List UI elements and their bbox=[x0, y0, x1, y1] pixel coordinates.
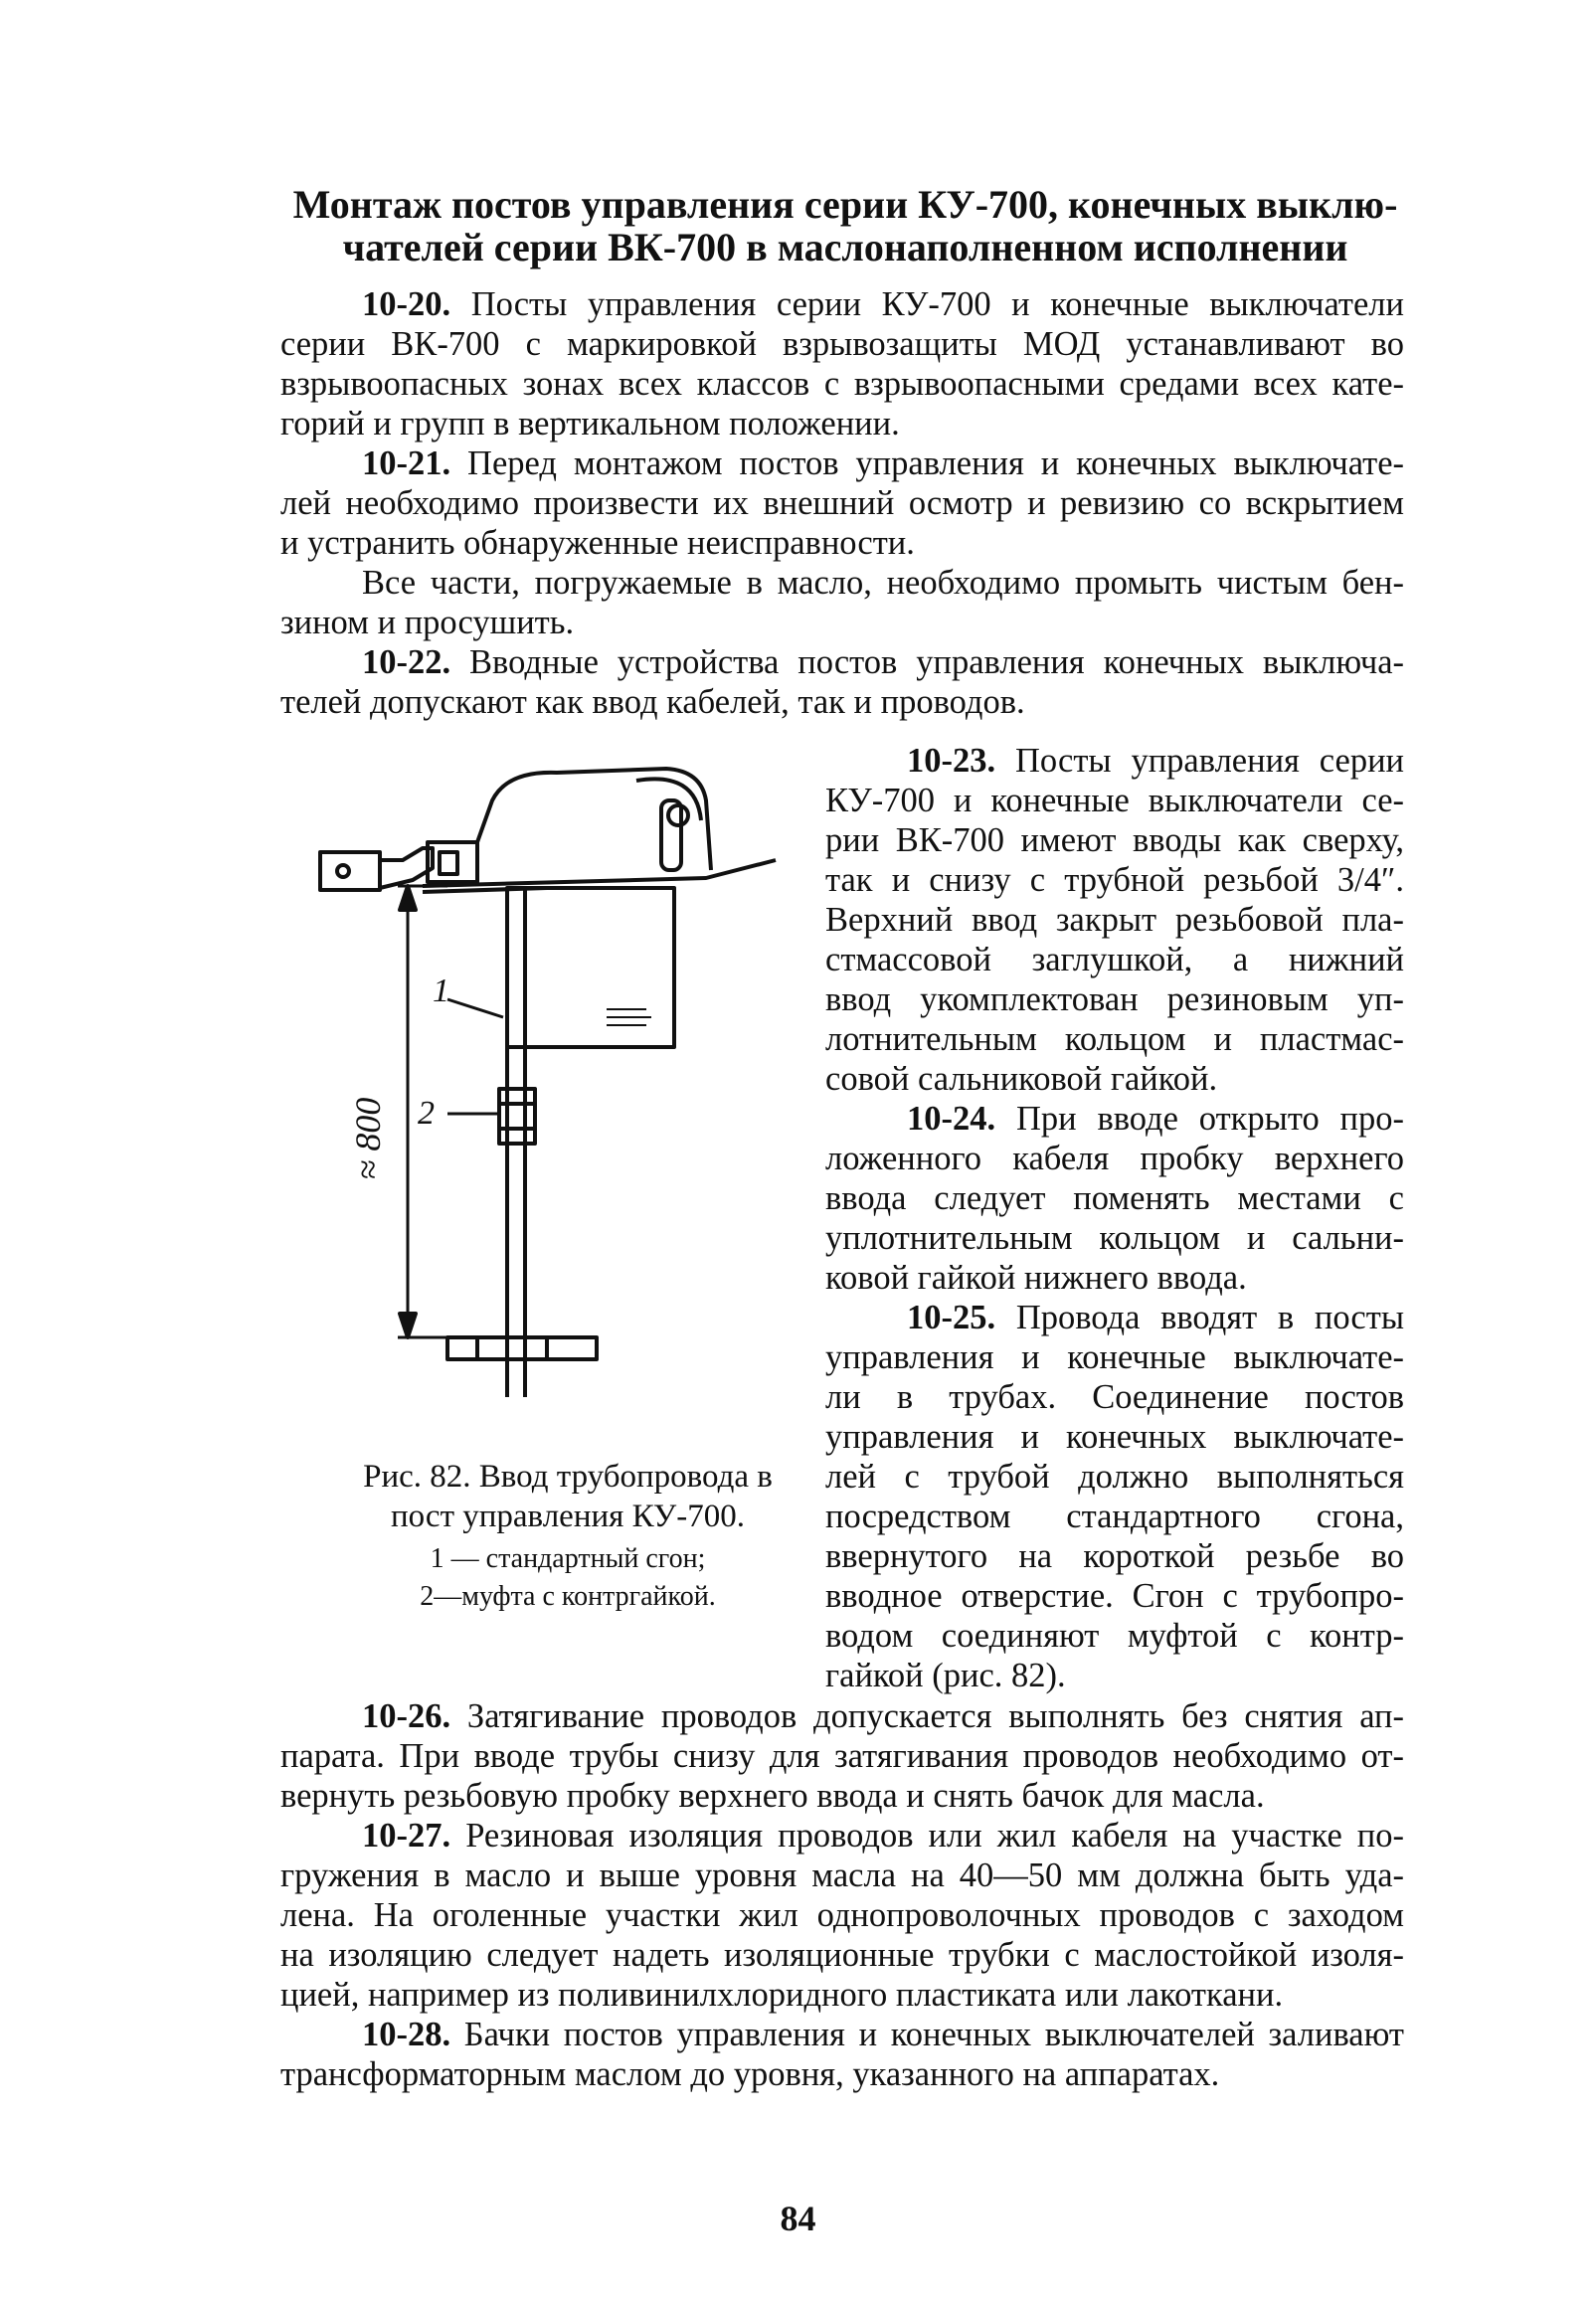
paragraph-10-23-line: КУ-700 и конечные выключатели се- bbox=[825, 782, 1404, 819]
paragraph-10-25-line bbox=[825, 1298, 1404, 1337]
clause-number: 10-26. bbox=[362, 1697, 451, 1735]
dimension-arrow-bottom bbox=[400, 1314, 416, 1337]
housing-lid-window bbox=[440, 852, 457, 874]
figure-82-drawing bbox=[308, 761, 805, 1477]
paragraph-10-25-line: посредством стандартного сгона, bbox=[825, 1498, 1404, 1535]
paragraph-10-25-line: вводное отверстие. Сгон с трубопро- bbox=[825, 1577, 1404, 1615]
paragraph-10-23-line: Верхний ввод закрыт резьбовой пла- bbox=[825, 901, 1404, 939]
text: Резиновая изоляция проводов или жил кабеля на участке по- bbox=[465, 1817, 1405, 1855]
paragraph-10-20-line: серии ВК-700 с маркировкой взрывозащиты МОД устанавливают во bbox=[280, 325, 1404, 363]
clause-number: 10-27. bbox=[362, 1817, 451, 1855]
housing-knob bbox=[668, 805, 688, 825]
paragraph-10-26-line: парата. При вводе трубы снизу для затягивания проводов необходимо от- bbox=[280, 1737, 1404, 1775]
paragraph-10-20-line: горий и групп в вертикальном положении. bbox=[280, 405, 900, 442]
bracket-arm bbox=[380, 848, 433, 888]
text: Вводные устройства постов управления конечных выключа- bbox=[469, 643, 1404, 681]
paragraph-10-23-line: лотнительным кольцом и пластмас- bbox=[825, 1020, 1404, 1058]
text: Провода вводят в посты bbox=[1015, 1299, 1404, 1336]
paragraph-10-25-line: управления и конечных выключате- bbox=[825, 1418, 1404, 1456]
paragraph-10-23-line: так и снизу с трубной резьбой 3/4″. bbox=[825, 861, 1404, 899]
paragraph-10-22-line bbox=[280, 642, 1404, 682]
lower-bracket bbox=[447, 1337, 597, 1359]
paragraph-10-25-line: ввернутого на короткой резьбе во bbox=[825, 1537, 1404, 1575]
paragraph-10-26-line bbox=[280, 1696, 1404, 1736]
paragraph-10-27-line: гружения в масло и выше уровня масла на 40—50 мм должна быть уда- bbox=[280, 1856, 1404, 1894]
section-title bbox=[268, 183, 1422, 268]
text: При вводе открыто про- bbox=[1015, 1100, 1405, 1138]
paragraph-10-25-line: ли в трубах. Соединение постов bbox=[825, 1378, 1404, 1416]
paragraph-10-25-line: управления и конечные выключате- bbox=[825, 1338, 1404, 1376]
paragraph-10-21-line: и устранить обнаруженные неисправности. bbox=[280, 524, 915, 562]
paragraph-10-23-line: совой сальниковой гайкой. bbox=[825, 1060, 1218, 1098]
paragraph-10-23-line: рии ВК-700 имеют вводы как сверху, bbox=[825, 821, 1404, 859]
paragraph-10-25-line: лей с трубой должно выполняться bbox=[825, 1458, 1404, 1496]
paragraph-10-27-line: лена. На оголенные участки жил однопроволочных проводов с заходом bbox=[280, 1896, 1404, 1934]
coupling bbox=[499, 1089, 535, 1144]
figure-label-2: 2 bbox=[418, 1095, 435, 1132]
paragraph-10-20-line bbox=[280, 284, 1404, 324]
paragraph-10-24-line: уплотнительным кольцом и сальни- bbox=[825, 1219, 1404, 1257]
paragraph-10-28-line: трансформаторным маслом до уровня, указанного на аппаратах. bbox=[280, 2055, 1220, 2093]
figure-caption-legend: 2—муфта с контргайкой. bbox=[420, 1581, 716, 1612]
title-line: Монтаж постов управления серии КУ-700, конечных выклю- bbox=[292, 182, 1398, 227]
paragraph-10-23-line: стмассовой заглушкой, а нижний bbox=[825, 941, 1404, 978]
paragraph-10-27-line: на изоляцию следует надеть изоляционные трубки с маслостойкой изоля- bbox=[280, 1936, 1404, 1974]
clause-number: 10-21. bbox=[362, 444, 451, 482]
text: Посты управления серии bbox=[1015, 742, 1404, 780]
paragraph-10-25-line: гайкой (рис. 82). bbox=[825, 1657, 1066, 1694]
paragraph-10-24-line: ложенного кабеля пробку верхнего bbox=[825, 1140, 1404, 1177]
paragraph-oil-line: Все части, погружаемые в масло, необходимо промыть чистым бен- bbox=[362, 564, 1404, 602]
paragraph-10-23-line: ввод укомплектован резиновым уп- bbox=[825, 980, 1404, 1018]
clause-number: 10-25. bbox=[907, 1299, 996, 1336]
clause-number: 10-28. bbox=[362, 2016, 451, 2053]
dimension-label: ≈ 800 bbox=[348, 1097, 388, 1180]
paragraph-10-27-line bbox=[280, 1816, 1404, 1856]
paragraph-10-25-line: водом соединяют муфтой с контр- bbox=[825, 1617, 1404, 1655]
oil-tank bbox=[507, 888, 674, 1047]
clause-number: 10-22. bbox=[362, 643, 451, 681]
clause-number: 10-24. bbox=[907, 1100, 996, 1138]
text: Перед монтажом постов управления и конечных выключате- bbox=[467, 444, 1404, 482]
paragraph-10-24-line: ковой гайкой нижнего ввода. bbox=[825, 1259, 1247, 1297]
paragraph-10-21-line: лей необходимо произвести их внешний осмотр и ревизию со вскрытием bbox=[280, 484, 1404, 522]
text: Бачки постов управления и конечных выключателей заливают bbox=[463, 2016, 1404, 2053]
clause-number: 10-23. bbox=[907, 742, 996, 780]
paragraph-10-26-line: вернуть резьбовую пробку верхнего ввода и снять бачок для масла. bbox=[280, 1777, 1265, 1815]
paragraph-10-21-line bbox=[280, 443, 1404, 483]
page-number: 84 bbox=[780, 2199, 816, 2238]
paragraph-10-28-line bbox=[280, 2015, 1404, 2054]
dimension-arrow-top bbox=[400, 886, 416, 910]
text: Посты управления серии КУ-700 и конечные выключатели bbox=[470, 285, 1404, 323]
figure-caption-title: пост управления КУ-700. bbox=[390, 1499, 746, 1534]
paragraph-10-20-line: взрывоопасных зонах всех классов с взрывоопасными средами всех кате- bbox=[280, 365, 1404, 403]
paragraph-10-24-line: ввода следует поменять местами с bbox=[825, 1179, 1404, 1217]
title-line: чателей серии ВК-700 в маслонаполненном исполнении bbox=[342, 225, 1348, 269]
paragraph-oil-line: зином и просушить. bbox=[280, 604, 575, 641]
paragraph-10-23-line bbox=[825, 741, 1404, 781]
bracket-hole bbox=[337, 865, 349, 877]
figure-caption-title: Рис. 82. Ввод трубопровода в bbox=[363, 1459, 773, 1495]
leader-1 bbox=[447, 999, 503, 1017]
paragraph-10-22-line: телей допускают как ввод кабелей, так и проводов. bbox=[280, 683, 1025, 721]
clause-number: 10-20. bbox=[362, 285, 451, 323]
figure-label-1: 1 bbox=[433, 972, 449, 1009]
text: Затягивание проводов допускается выполнять без снятия ап- bbox=[466, 1697, 1405, 1735]
paragraph-10-27-line: цией, например из поливинилхлоридного пластиката или лакоткани. bbox=[280, 1976, 1284, 2014]
paragraph-10-24-line bbox=[825, 1099, 1404, 1139]
figure-caption-legend: 1 — стандартный сгон; bbox=[430, 1543, 706, 1574]
